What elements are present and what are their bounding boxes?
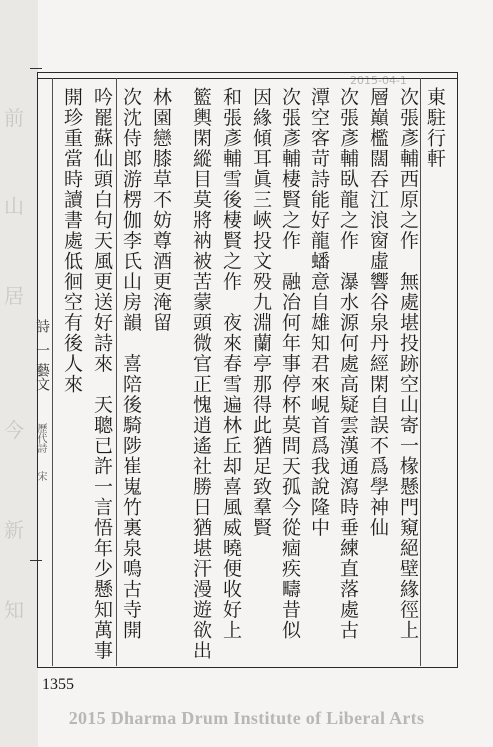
text-column-12: 吟罷蘇仙頭白句天風更送好詩來 天聰已許一言悟年少懸知萬事 <box>91 87 113 661</box>
text-column-7: 因緣傾耳眞三峽投文殁九淵蘭亭那得此猶足致羣賢 <box>250 87 272 538</box>
text-column-13: 開珍重當時讀書處低徊空有後人來 <box>61 87 83 395</box>
margin-label-poetry: 詩 <box>34 319 50 333</box>
ghost-glyph: 前 <box>4 106 24 130</box>
text-column-11: 次沈侍郎游楞伽李氏山房韻 喜陪後騎陟崔嵬竹裏泉鳴古寺開 <box>120 87 142 641</box>
margin-label-dynasty: 宋 <box>35 471 46 481</box>
date-stamp: 2015-04-1 <box>350 74 407 87</box>
text-column-2: 次張彥輔西原之作 無處堪投跡空山寄一椽懸門窺絕壁緣徑上 <box>397 87 419 641</box>
edge-tick <box>30 68 42 69</box>
text-column-8: 和張彥輔雪後棲賢之作 夜來春雪遍林丘却喜風威曉便收好上 <box>220 87 242 641</box>
column-rule <box>420 78 421 666</box>
frame-top-rule <box>38 78 457 79</box>
text-column-9: 籃輿閑縱目莫將衲被苦蒙頭微官正愧逍遙社勝日猶堪汗漫遊欲出 <box>190 87 212 661</box>
text-column-5: 潭空客苛詩能好龍蟠意自雄知君來峴首爲我說隆中 <box>308 87 330 538</box>
ghost-glyph: 今 <box>4 418 24 442</box>
page-number: 1355 <box>42 676 74 693</box>
text-column-6: 次張彥輔棲賢之作 融冶何年事停杯莫問天孤今從痼疾疇昔似 <box>279 87 301 641</box>
ghost-glyph: 新 <box>4 518 24 542</box>
text-column-4: 次張彥輔臥龍之作 瀑水源何處高疑雲漢通瀉時垂練直落處古 <box>337 87 359 641</box>
margin-label-series: 歷代詩 <box>35 423 46 453</box>
ghost-glyph: 知 <box>4 598 24 622</box>
text-column-3: 層巔檻闊吞江浪窗虛響谷泉丹經閑自誤不爲學神仙 <box>367 87 389 538</box>
column-rule <box>116 78 117 666</box>
margin-label-section: 藝文 <box>34 363 50 391</box>
ghost-glyph: 山 <box>4 194 24 218</box>
text-column-10: 林園戀膝草不妨尊酒更淹留 <box>150 87 172 333</box>
margin-label-volume: 一 <box>34 343 50 357</box>
column-rule <box>52 78 53 666</box>
ghost-glyph: 居 <box>4 284 24 308</box>
text-column-1: 東駐行軒 <box>424 87 446 169</box>
watermark: 2015 Dharma Drum Institute of Liberal Arts <box>68 708 425 728</box>
text-frame <box>34 72 458 668</box>
